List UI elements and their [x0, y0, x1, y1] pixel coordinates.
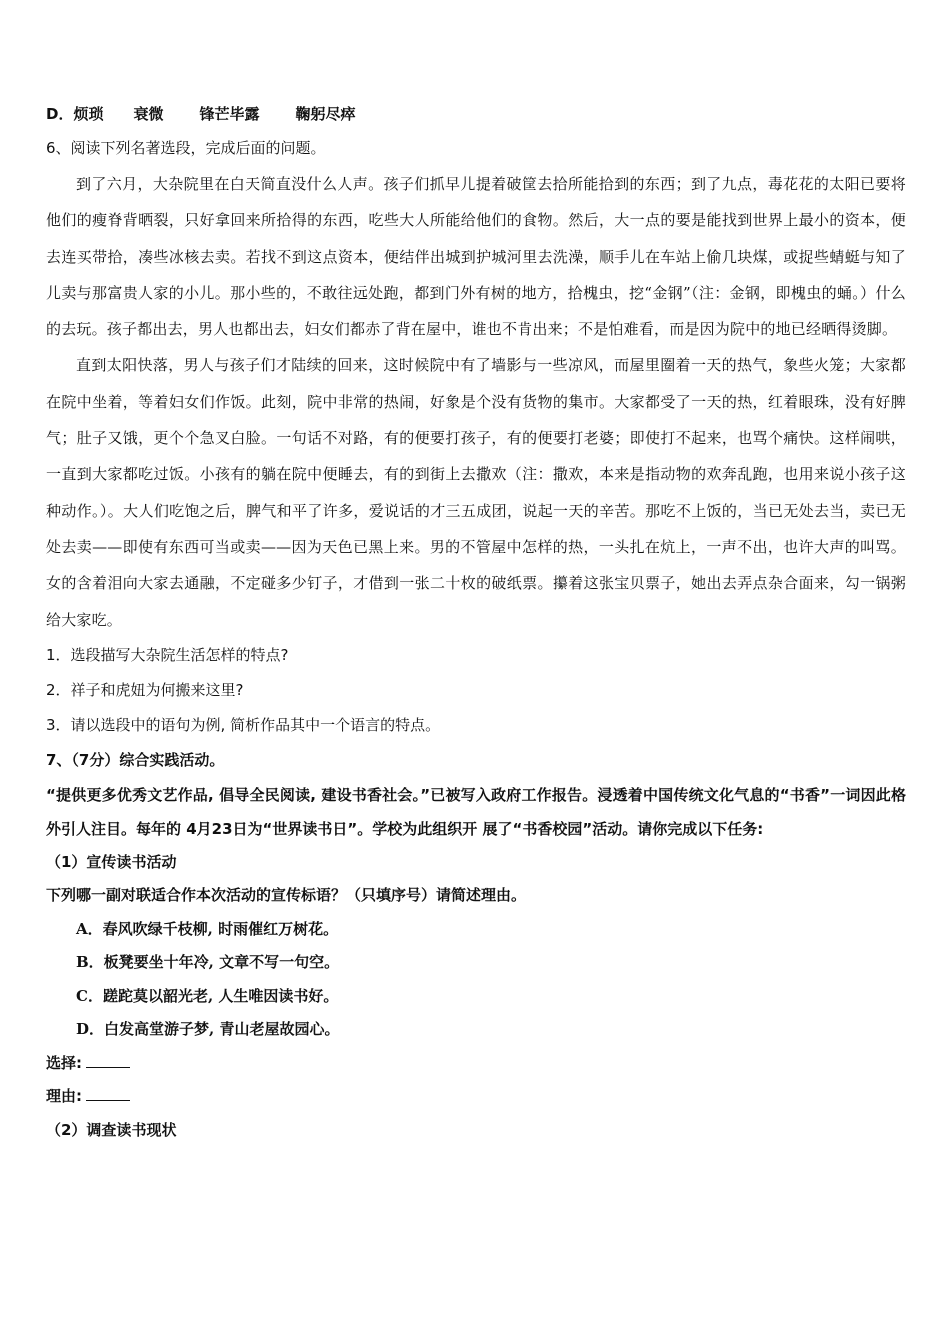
reason-blank[interactable] — [86, 1086, 130, 1101]
choice-d: D．白发高堂游子梦, 青山老屋故园心。 — [76, 1020, 340, 1039]
select-blank[interactable] — [86, 1053, 130, 1068]
q7-task2-title: （2）调查读书现状 — [46, 1120, 177, 1139]
choice-a: A．春风吹绿千枝柳, 时雨催红万树花。 — [76, 919, 339, 938]
q6-question-2: 2．祥子和虎妞为何搬来这里? — [46, 680, 244, 699]
q6-question-3: 3．请以选段中的语句为例, 简析作品其中一个语言的特点。 — [46, 715, 441, 734]
q6-question-1: 1．选段描写大杂院生活怎样的特点? — [46, 645, 289, 664]
option-word: 锋芒毕露 — [199, 105, 260, 123]
q7-task1-title: （1）宣传读书活动 — [46, 852, 177, 871]
prev-question-option-d — [46, 98, 906, 131]
option-word: 烦琐 — [73, 105, 104, 123]
reason-label: 理由: — [46, 1087, 82, 1106]
document-page — [46, 98, 906, 1147]
select-label: 选择: — [46, 1053, 82, 1072]
q7-heading: 7、（7分）综合实践活动。 — [46, 750, 225, 769]
q7-intro: “提供更多优秀文艺作品, 倡导全民阅读, 建设书香社会。”已被写入政府工作报告。浸透着中国传统文化气息的“书香”一词因此格外引人注目。每年的 4月23日为“世界读书日”。学校为此组织开 展了“书香校园”活动。请你完成以下任务: — [46, 785, 906, 838]
q6-passage-paragraph-1: 到了六月，大杂院里在白天简直没什么人声。孩子们抓早儿提着破筐去拾所能拾到的东西；到了九点，毒花花的太阳已要将他们的瘦脊背晒裂，只好拿回来所拾得的东西，吃些大人所能给他们的食物。然后，大一点的要是能找到世界上最小的资本，便去连买带拾，凑些冰核去卖。若找不到这点资本，便结伴出城到护城河里去洗澡，顺手儿在车站上偷几块煤，或捉些蜻蜓与知了儿卖与那富贵人家的小儿。那小些的，不敢往远处跑，都到门外有树的地方，拾槐虫，挖“金钢”（注：金钢，即槐虫的蛹。）什么的去玩。孩子都出去，男人也都出去，妇女们都赤了背在屋中，谁也不肯出来；不是怕难看，而是因为院中的地已经晒得烫脚。 — [46, 175, 906, 339]
option-word: 衰微 — [133, 105, 164, 123]
q6-passage-paragraph-2: 直到太阳快落，男人与孩子们才陆续的回来，这时候院中有了墙影与一些凉风，而屋里圈着一天的热气，象些火笼；大家都在院中坐着，等着妇女们作饭。此刻，院中非常的热闹，好象是个没有货物的集市。大家都受了一天的热，红着眼珠，没有好脾气；肚子又饿，更个个急叉白脸。一句话不对路，有的便要打孩子，有的便要打老婆；即使打不起来，也骂个痛快。这样闹哄，一直到大家都吃过饭。小孩有的躺在院中便睡去，有的到街上去撒欢（注：撒欢，本来是指动物的欢奔乱跑，也用来说小孩子这种动作。）。大人们吃饱之后，脾气和平了许多，爱说话的才三五成团，说起一天的辛苦。那吃不上饭的，当已无处去当，卖已无处去卖——即使有东西可当或卖——因为天色已黑上来。男的不管屋中怎样的热，一头扎在炕上，一声不出，也许大声的叫骂。女的含着泪向大家去通融，不定碰多少钉子，才借到一张二十枚的破纸票。攥着这张宝贝票子，她出去弄点杂合面来，勾一锅粥给大家吃。 — [46, 356, 906, 629]
select-answer-line — [46, 1047, 906, 1081]
choice-c: C．蹉跎莫以韶光老, 人生唯因读书好。 — [76, 986, 339, 1005]
q7-task1-prompt: 下列哪一副对联适合作本次活动的宣传标语？（只填序号）请简述理由。 — [46, 886, 527, 905]
choice-b: B．板凳要坐十年冷, 文章不写一句空。 — [76, 953, 340, 972]
option-letter: D． — [46, 105, 74, 123]
option-word: 鞠躬尽瘁 — [295, 105, 356, 123]
reason-answer-line — [46, 1080, 906, 1114]
q6-heading: 6、阅读下列名著选段，完成后面的问题。 — [46, 139, 326, 157]
